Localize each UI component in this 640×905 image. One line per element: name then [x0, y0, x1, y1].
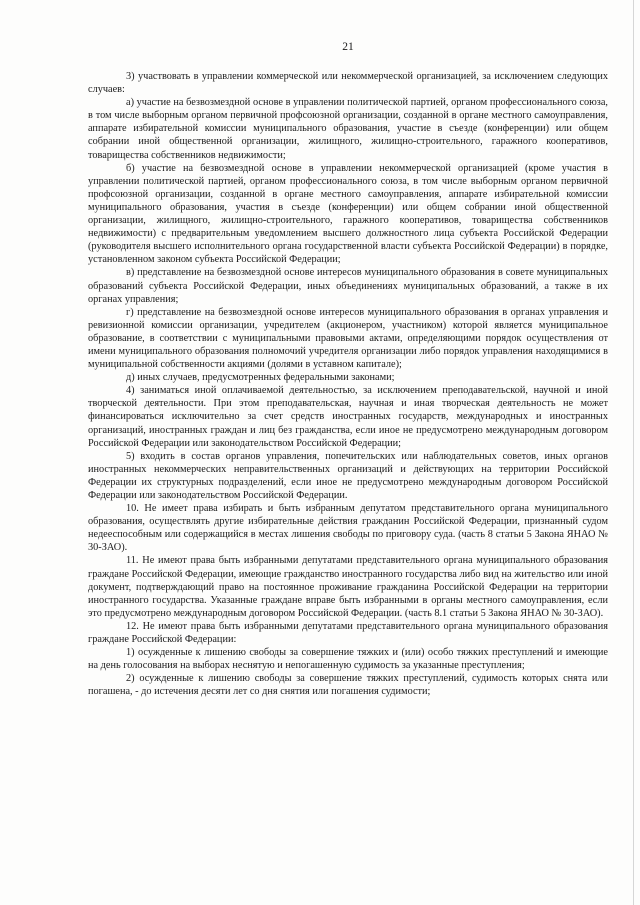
paragraph-part-11: 11. Не имеют права быть избранными депутатами представительного органа муниципального образования граждане Российской Федерации, имеющие гражданство иностранного государства либо вид на жительство или иной документ, подтверждающий право на постоянное проживание гражданина Российской Федерации на территории иностранного государства. Указанные граждане вправе быть избранными в органы местного самоуправления, если это предусмотрено международным договором Российской Федерации. (часть 8.1 статьи 5 Закона ЯНАО № 30-ЗАО).	[88, 555, 608, 619]
paragraph-part-12-item-1: 1) осужденные к лишению свободы за совершение тяжких и (или) особо тяжких преступлений и имеющие на день голосования на выборах неснятую и непогашенную судимость за указанные преступления;	[88, 647, 608, 672]
paragraph-subitem-a: а) участие на безвозмездной основе в управлении политической партией, органом профессионального союза, в том числе выборным органом первичной профсоюзной организации, созданной в органе местного самоуправления, аппарате избирательной комиссии муниципального образования, участие в съезде (конференции) или общем собрании иной общественной организации, жилищного, жилищно-строительного, гаражного кооперативов, товарищества собственников недвижимости;	[88, 97, 608, 161]
paragraph-item-5: 5) входить в состав органов управления, попечительских или наблюдательных советов, иных органов иностранных некоммерческих неправительственных организаций и действующих на территории Российской Федерации их структурных подразделений, если иное не предусмотрено международным договором Российской Федерации или законодательством Российской Федерации.	[88, 450, 608, 501]
paragraph-item-4: 4) заниматься иной оплачиваемой деятельностью, за исключением преподавательской, научной и иной творческой деятельности. При этом преподавательская, научная и иная творческая деятельность не может финансироваться исключительно за счет средств иностранных государств, международных и иностранных организаций, иностранных граждан и лиц без гражданства, если иное не предусмотрено международным договором Российской Федерации или законодательством Российской Федерации;	[88, 385, 608, 449]
scan-edge-line	[633, 0, 634, 905]
paragraph-subitem-v: в) представление на безвозмездной основе интересов муниципального образования в совете муниципальных образований субъекта Российской Федерации, иных объединениях муниципальных образований, а также в их органах управления;	[88, 267, 608, 305]
paragraph-part-12: 12. Не имеют права быть избранными депутатами представительного органа муниципального образования граждане Российской Федерации:	[88, 620, 608, 646]
paragraph-part-10: 10. Не имеет права избирать и быть избранным депутатом представительного органа муниципального образования, осуществлять другие избирательные действия гражданин Российской Федерации, признанный судом недееспособным или содержащийся в местах лишения свободы по приговору суда. (часть 8 статьи 5 Закона ЯНАО № 30-ЗАО).	[88, 503, 608, 554]
paragraph-part-12-item-2: 2) осужденные к лишению свободы за совершение тяжких преступлений, судимость которых снята или погашена, - до истечения десяти лет со дня снятия или погашения судимости;	[88, 673, 608, 698]
page-number: 21	[342, 41, 354, 53]
paragraph-item-3: 3) участвовать в управлении коммерческой или некоммерческой организацией, за исключением следующих случаев:	[88, 71, 608, 96]
paragraph-subitem-d: д) иных случаев, предусмотренных федеральными законами;	[126, 372, 395, 384]
paragraph-subitem-b: б) участие на безвозмездной основе в управлении некоммерческой организацией (кроме участия в управлении политической партией, органом профессионального союза, в том числе выборным органом первичной профсоюзной организации, созданной в органе местного самоуправления, аппарате избирательной комиссии муниципального образования, участия в съезде (конференции) или общем собрании иной общественной организации, жилищного, жилищно-строительного, гаражного кооперативов, товарищества собственников недвижимости) с предварительным уведомлением высшего должностного лица субъекта Российской Федерации (руководителя высшего исполнительного органа государственной власти субъекта Российской Федерации) в порядке, установленном законом субъекта Российской Федерации;	[88, 162, 608, 266]
paragraph-subitem-g: г) представление на безвозмездной основе интересов муниципального образования в органах управления и ревизионной комиссии организации, учредителем (акционером, участником) которой является муниципальное образование, в соответствии с муниципальными правовыми актами, определяющими порядок осуществления от имени муниципального образования полномочий учредителя организации либо порядок управления находящимися в муниципальной собственности акциями (долями в уставном капитале);	[88, 306, 608, 371]
document-body	[88, 70, 608, 699]
